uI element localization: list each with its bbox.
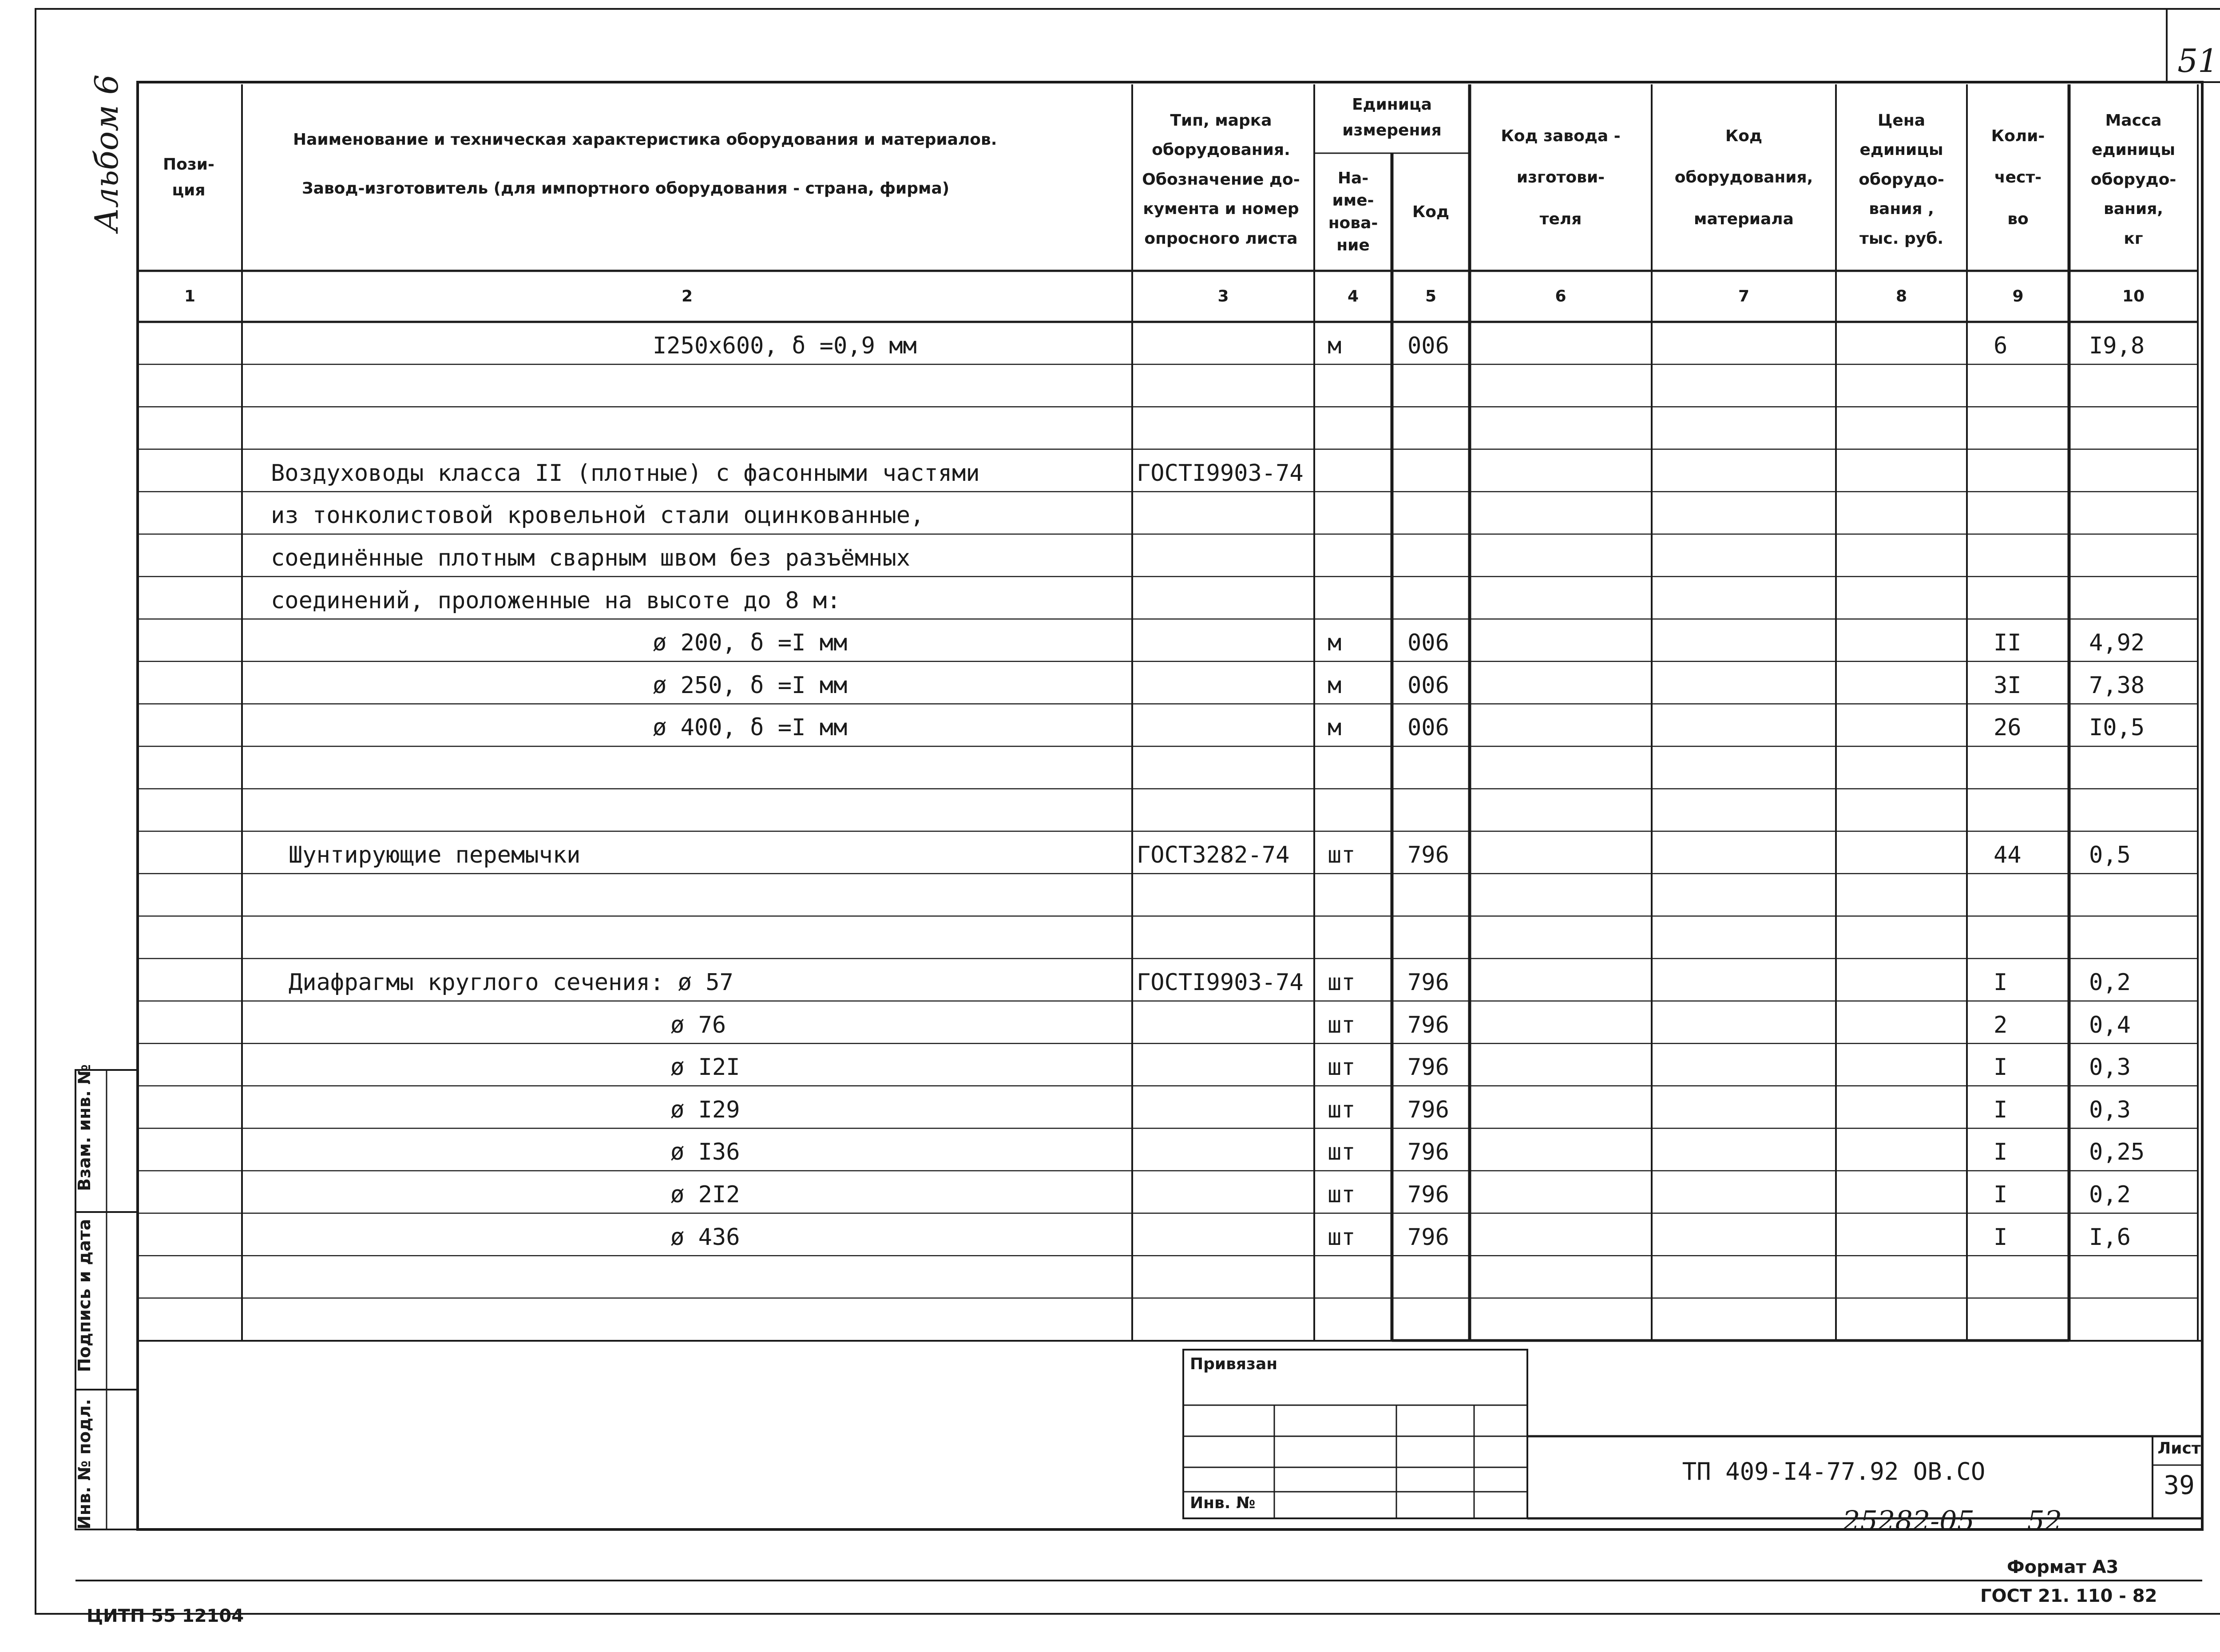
row-name: Шунтирующие перемычки — [289, 842, 581, 869]
row-name: из тонколистовой кровельной стали оцинкованные, — [271, 502, 924, 529]
header-factory-code: Код завода - изготови- теля — [1501, 127, 1621, 228]
row-name: ø 2I2 — [670, 1181, 740, 1208]
row-unit-name: шт — [1328, 1096, 1356, 1123]
row-name: соединений, проложенные на высоте до 8 м: — [271, 587, 841, 614]
table-row — [138, 1213, 2198, 1256]
header-type-doc: Тип, марка оборудования. Обозначение до- кумента и номер опросного листа — [1142, 111, 1300, 248]
printer-mark: ЦИТП 55 12104 — [87, 1606, 244, 1626]
table-row — [138, 1256, 2198, 1298]
table-row — [138, 1298, 2198, 1341]
row-name: ø I36 — [670, 1139, 740, 1166]
row-unit-mass: 0,2 — [2089, 969, 2131, 996]
column-number: 2 — [681, 287, 693, 305]
row-unit-mass: 0,2 — [2089, 1181, 2131, 1208]
format-label: Формат А3 — [2007, 1557, 2119, 1577]
row-unit-code: 796 — [1407, 842, 1449, 869]
table-row — [138, 662, 2198, 704]
row-document: ГОСТ3282-74 — [1137, 842, 1290, 869]
table-row — [138, 704, 2198, 746]
row-unit-name: м — [1328, 714, 1342, 741]
table-row — [138, 619, 2198, 662]
row-unit-name: шт — [1328, 1011, 1356, 1038]
frame-rect — [1183, 1350, 1527, 1518]
header-name-line2: Завод-изготовитель (для импортного оборудования - страна, фирма) — [302, 179, 950, 198]
row-unit-code: 796 — [1407, 1096, 1449, 1123]
stamp-vzam-inv: Взам. инв. № — [75, 1064, 94, 1191]
row-unit-mass: 4,92 — [2089, 630, 2145, 657]
row-unit-name: шт — [1328, 969, 1356, 996]
row-name: Воздуховоды класса II (плотные) с фасонными частями — [271, 460, 980, 487]
row-unit-mass: 7,38 — [2089, 672, 2145, 699]
header-position: Пози- ция — [163, 155, 214, 199]
row-unit-code: 796 — [1407, 969, 1449, 996]
row-name: I250x600, δ =0,9 мм — [653, 333, 917, 359]
column-number: 8 — [1895, 287, 1907, 305]
row-name: ø 200, δ =I мм — [653, 630, 848, 657]
row-quantity: I — [1994, 1139, 2008, 1166]
row-unit-name: м — [1328, 672, 1342, 699]
row-unit-code: 796 — [1407, 1054, 1449, 1081]
row-unit-code: 796 — [1407, 1011, 1449, 1038]
table-row — [138, 1043, 2198, 1086]
row-unit-code: 796 — [1407, 1139, 1449, 1166]
sheet-corner-number: 51 — [2177, 42, 2218, 79]
column-number: 10 — [2122, 287, 2145, 305]
row-unit-mass: 0,25 — [2089, 1139, 2145, 1166]
gost-label: ГОСТ 21. 110 - 82 — [1980, 1586, 2157, 1606]
row-unit-mass: 0,3 — [2089, 1096, 2131, 1123]
column-number: 4 — [1347, 287, 1359, 305]
binding-inv-label: Инв. № — [1190, 1494, 1256, 1512]
row-quantity: I — [1994, 1181, 2008, 1208]
row-quantity: 3I — [1994, 672, 2022, 699]
header-unit-price: Цена единицы оборудо- вания , тыс. руб. — [1859, 111, 1944, 248]
column-number: 3 — [1217, 287, 1229, 305]
sheet-label: Лист — [2157, 1439, 2201, 1458]
row-quantity: II — [1994, 630, 2022, 657]
row-name: ø I29 — [670, 1096, 740, 1123]
column-number: 7 — [1738, 287, 1750, 305]
column-number: 9 — [2012, 287, 2024, 305]
sheet-number: 39 — [2164, 1470, 2195, 1500]
row-document: ГОСТI9903-74 — [1137, 460, 1304, 487]
header-unit-name: На- име- нова- ние — [1328, 169, 1378, 254]
handwritten-note: 25282-05 52 — [1843, 1505, 2062, 1537]
row-quantity: I — [1994, 1054, 2008, 1081]
row-unit-name: шт — [1328, 842, 1356, 869]
row-quantity: 26 — [1994, 714, 2022, 741]
header-unit-mass: Масса единицы оборудо- вания, кг — [2090, 111, 2176, 248]
row-unit-code: 006 — [1407, 630, 1449, 657]
document-code: ТП 409-I4-77.92 ОВ.СО — [1682, 1458, 1986, 1486]
table-row — [138, 1001, 2198, 1044]
table-row — [138, 746, 2198, 789]
table-row — [138, 1171, 2198, 1213]
table-row — [138, 407, 2198, 449]
table-row — [138, 874, 2198, 916]
row-unit-name: шт — [1328, 1139, 1356, 1166]
row-name: ø 436 — [670, 1224, 740, 1251]
row-unit-code: 006 — [1407, 333, 1449, 359]
table-row — [138, 789, 2198, 832]
row-quantity: I — [1994, 969, 2008, 996]
stamp-inv-podl: Инв. № подл. — [75, 1398, 94, 1530]
row-unit-mass: I0,5 — [2089, 714, 2145, 741]
row-unit-mass: 0,3 — [2089, 1054, 2131, 1081]
header-unit-code: Код — [1412, 202, 1450, 221]
row-unit-code: 006 — [1407, 714, 1449, 741]
row-unit-mass: 0,5 — [2089, 842, 2131, 869]
row-name: Диафрагмы круглого сечения: ø 57 — [289, 969, 733, 996]
row-unit-name: м — [1328, 630, 1342, 657]
column-number: 6 — [1555, 287, 1566, 305]
album-label: Альбом 6 — [88, 74, 125, 232]
header-unit-group: Единица измерения — [1342, 95, 1442, 139]
column-number: 1 — [184, 287, 196, 305]
row-name: ø 250, δ =I мм — [653, 672, 848, 699]
table-row — [138, 322, 2198, 364]
row-document: ГОСТI9903-74 — [1137, 969, 1304, 996]
table-row — [138, 1086, 2198, 1129]
row-name: ø 76 — [670, 1011, 726, 1038]
row-unit-mass: I,6 — [2089, 1224, 2131, 1251]
row-name: соединённые плотным сварным швом без разъёмных — [271, 545, 911, 571]
row-unit-mass: 0,4 — [2089, 1011, 2131, 1038]
row-quantity: I — [1994, 1224, 2008, 1251]
header-quantity: Коли- чест- во — [1991, 127, 2045, 228]
row-unit-code: 796 — [1407, 1224, 1449, 1251]
row-unit-name: м — [1328, 333, 1342, 359]
row-unit-mass: I9,8 — [2089, 333, 2145, 359]
column-number: 5 — [1425, 287, 1437, 305]
header-equipment-code: Код оборудования, материала — [1674, 127, 1813, 228]
row-unit-code: 796 — [1407, 1181, 1449, 1208]
row-quantity: I — [1994, 1096, 2008, 1123]
row-quantity: 44 — [1994, 842, 2022, 869]
row-unit-name: шт — [1328, 1054, 1356, 1081]
table-row — [138, 1128, 2198, 1171]
row-name: ø I2I — [670, 1054, 740, 1081]
row-unit-code: 006 — [1407, 672, 1449, 699]
table-row — [138, 364, 2198, 407]
stamp-signature-date: Подпись и дата — [75, 1219, 94, 1372]
binding-label: Привязан — [1190, 1355, 1278, 1373]
table-row — [138, 916, 2198, 959]
row-name: ø 400, δ =I мм — [653, 714, 848, 741]
row-quantity: 6 — [1994, 333, 2008, 359]
row-unit-name: шт — [1328, 1224, 1356, 1251]
row-unit-name: шт — [1328, 1181, 1356, 1208]
header-name-line1: Наименование и техническая характеристика оборудования и материалов. — [293, 131, 997, 149]
row-quantity: 2 — [1994, 1011, 2008, 1038]
